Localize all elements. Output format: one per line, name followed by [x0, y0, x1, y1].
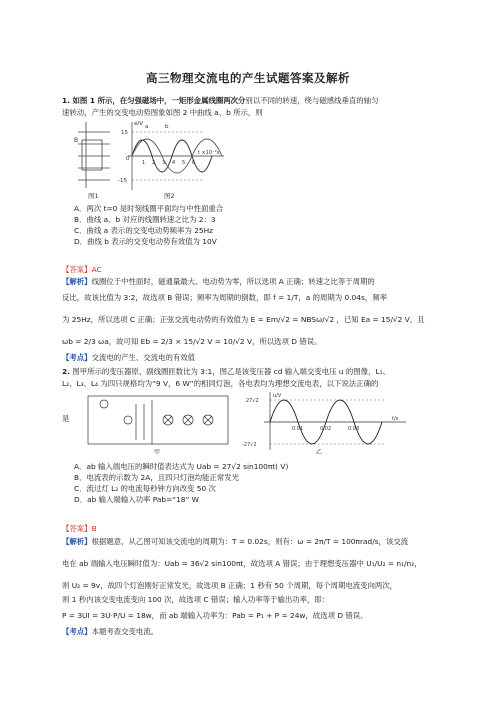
q1-answer-value: AC [91, 265, 102, 274]
q2-analysis-tag: 【解析】 [62, 537, 92, 546]
q1-point-tag: 【考点】 [62, 353, 92, 362]
q1-point-text: 交流电的产生、交流电的有效值 [91, 353, 196, 362]
fig2-tick-1: 1 [142, 160, 146, 166]
fig2-tick-6: 6 [192, 160, 196, 166]
q2-analysis-line1 [62, 536, 434, 549]
q1-option-a: A．两次 t=0 是时刻线圈平面均与中性面重合 [74, 204, 224, 213]
q2-option-d: D．ab 输入端输入功率 Pab=“18” W [74, 495, 199, 504]
q2-stem-line2: L₂、L₃、L₄ 为四只规格均为“9 V，6 W”的相同灯泡，各电表均为理想交流电表，以下说法正确的 [62, 379, 379, 388]
q2-analysis-line3: 则 U₂ = 9v，故四个灯泡刚好正常发光，故选项 B 正确；1 秒有 50 个周期，每个周期电流变向两次， [62, 581, 398, 590]
q1-analysis-line2: 反比，故该比值为 3:2，故选项 B 错误；频率为周期的倒数，即 f = 1/T，a 的周期为 0.04s，频率 [62, 293, 387, 302]
q2-answer-value: B [91, 524, 97, 533]
fig2-tick-4: 4 [172, 160, 176, 166]
q2-analysis-line5: P = 3UI = 3U·P/U = 18w，而 ab 端输入功率为：Pab = P₁ + P = 24w，故选项 D 错误。 [62, 611, 368, 620]
q1-answer [62, 264, 434, 277]
q1-analysis-tag: 【解析】 [62, 277, 92, 286]
fig-jia-caption: 甲 [154, 449, 161, 456]
q1-stem-rest: 别以不同的转速，绕与磁感线垂直的轴匀 [245, 96, 379, 105]
graph-t1: 0.01 [292, 426, 304, 432]
fig1-b-label: B [74, 137, 79, 144]
q1-figure [72, 118, 232, 200]
graph-t3: 0.03 [348, 426, 360, 432]
voltage-graph [264, 392, 406, 450]
fig2-curve-a-label: a [145, 124, 149, 130]
graph-t2: 0.02 [320, 426, 332, 432]
transformer-circuit [88, 396, 228, 444]
fig2-tick-5: 5 [182, 160, 186, 166]
fig2-caption: 图2 [164, 192, 175, 200]
graph-ymax: 27√2 [246, 398, 259, 404]
fig2-graph [128, 122, 224, 190]
q2-point-text: 本题考查交变电流。 [91, 627, 159, 636]
fig-yi-caption: 乙 [316, 449, 323, 456]
q1-analysis-line4: ωb = 2/3 ωa，故可知 Eb = 2/3 × 15/√2 V = 10/√2 V，所以选项 D 错误。 [62, 337, 322, 346]
q2-option-b: B．电流表的示数为 2A，且四只灯泡均能正常发光 [74, 473, 239, 482]
q2-point-tag: 【考点】 [62, 627, 92, 636]
q1-stem-line2: 速转动，产生的交变电动势图象如图 2 中曲线 a、b 所示，则 [62, 108, 263, 117]
q2-stem-line3: 是 [62, 414, 70, 423]
fig2-axis-e: e/V [134, 121, 143, 127]
q2-figure [84, 390, 410, 456]
q1-option-b: B．曲线 a、b 对应的线圈转速之比为 2：3 [74, 215, 216, 224]
fig1-caption: 图1 [88, 192, 99, 200]
fig2-ymax: 15 [121, 130, 128, 136]
q1-option-c: C．曲线 a 表示的交变电动势频率为 25Hz [74, 226, 214, 235]
q1-option-d: D．曲线 b 表示的交变电动势有效值为 10V [74, 237, 217, 246]
fig2-curve-b-label: b [165, 124, 169, 130]
fig1-coil-diagram [78, 122, 110, 188]
graph-axis-t: t/s [392, 416, 399, 422]
q1-analysis-text1: 线圈位于中性面时，磁通量最大、电动势为零，所以选项 A 正确；转速之比等于周期的 [91, 277, 375, 286]
q2-stem-rest: 图甲所示的变压器原、副线圈匝数比为 3:1，图乙是该变压器 cd 输入端交变电压 u 的图像，L₁、 [69, 367, 390, 376]
q2-stem-line1 [62, 366, 434, 379]
q2-answer-tag: 【答案】 [62, 524, 92, 533]
q1-answer-tag: 【答案】 [62, 265, 92, 274]
fig2-zero: 0 [126, 156, 130, 162]
q1-analysis-line3: 为 25Hz，所以选项 C 正确；正弦交流电动势的有效值为 E = Em/√2 = NBSω/√2 ，已知 Ea = 15/√2 V，且 [62, 315, 425, 324]
q1-point [62, 352, 434, 365]
q2-option-a: A．ab 输入端电压的瞬时值表达式为 Uab = 27√2 sin100πt( V) [74, 462, 289, 471]
q2-point [62, 626, 434, 639]
fig2-axis-t: t ×10⁻²s [198, 150, 220, 156]
q1-stem-bold: 1. 如图 1 所示，在匀强磁场中，一矩形金属线圈两次分 [62, 96, 246, 105]
fig2-tick-2: 2 [152, 160, 156, 166]
q2-analysis-text1: 根据题意，从乙图可知该交流电的周期为：T = 0.02s，则有：ω = 2π/T = 100πrad/s，该交流 [91, 537, 409, 546]
fig2-ymin: -15 [118, 178, 127, 184]
q2-option-c: C．流过灯 L₂ 的电流每秒钟方向改变 50 次 [74, 484, 216, 493]
page-title: 高三物理交流电的产生试题答案及解析 [146, 71, 350, 85]
q2-number: 2. [62, 367, 70, 376]
fig2-tick-3: 3 [162, 160, 166, 166]
graph-axis-u: u/V [273, 393, 282, 399]
graph-ymin: -27√2 [242, 442, 257, 448]
q1-stem-line1 [62, 95, 434, 108]
q2-analysis-line4: 则 1 秒内该交变电流变向 100 次，故选项 C 错误；输入功率等于输出功率，即： [62, 595, 330, 604]
q2-analysis-line2: 电在 ab 端输入电压瞬时值为：Uab = 36√2 sin100πt，故选项 A 错误；由于理想变压器中 U₁/U₂ = n₁/n₂， [62, 559, 422, 568]
q2-answer [62, 523, 434, 536]
q1-analysis-line1 [62, 276, 434, 289]
